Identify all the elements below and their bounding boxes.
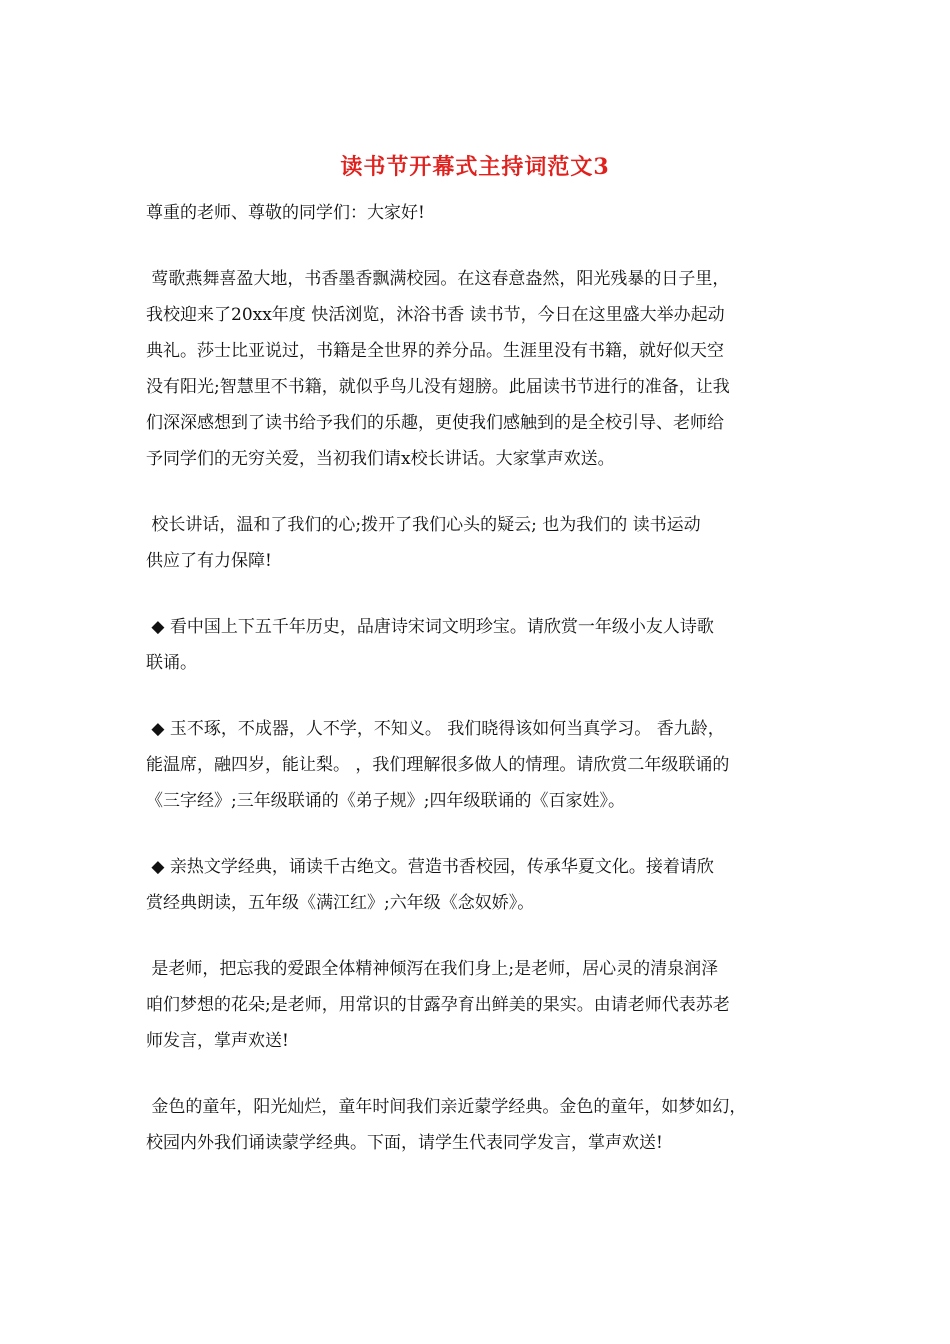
paragraph-grade-one (146, 609, 826, 681)
paragraph-gap (146, 231, 826, 261)
paragraph-line: 联诵。 (146, 653, 197, 673)
paragraph-gap (146, 1059, 826, 1089)
paragraph-line: ◆ 玉不琢，不成器，人不学，不知义。 我们晓得该如何当真学习。 香九龄， (146, 719, 725, 739)
paragraph-line: 师发言，掌声欢送! (146, 1031, 289, 1051)
paragraph-gap (146, 921, 826, 951)
paragraph-line: 我校迎来了20xx年度 快活浏览，沐浴书香 读书节，今日在这里盛大举办起动 (146, 305, 725, 325)
paragraph-gap (146, 819, 826, 849)
paragraph-grades-five-six (146, 849, 826, 921)
greeting-line: 尊重的老师、尊敬的同学们：大家好! (146, 203, 425, 223)
paragraph-gap (146, 477, 826, 507)
paragraph-student (146, 1089, 826, 1161)
paragraph-teacher (146, 951, 826, 1059)
paragraph-line: 能温席，融四岁，能让梨。 ，我们理解很多做人的情理。请欣赏二年级联诵的 (146, 755, 730, 775)
paragraph-line: 校园内外我们诵读蒙学经典。下面，请学生代表同学发言，掌声欢送! (146, 1133, 663, 1153)
document-body (146, 195, 826, 1161)
paragraph-grades-two-to-four (146, 711, 826, 819)
paragraph-line: 赏经典朗读，五年级《满江红》;六年级《念奴娇》。 (146, 893, 535, 913)
paragraph-gap (146, 579, 826, 609)
paragraph-line: 予同学们的无穷关爱，当初我们请x校长讲话。大家掌声欢送。 (146, 449, 615, 469)
paragraph-line: 《三字经》;三年级联诵的《弟子规》;四年级联诵的《百家姓》。 (146, 791, 625, 811)
paragraph-line: 校长讲话，温和了我们的心;拨开了我们心头的疑云; 也为我们的 读书运动 (146, 515, 701, 535)
paragraph-opening (146, 261, 826, 477)
paragraph-line: 们深深感想到了读书给予我们的乐趣，更使我们感触到的是全校引导、老师给 (146, 413, 724, 433)
paragraph-principal (146, 507, 826, 579)
paragraph-line: 金色的童年，阳光灿烂，童年时间我们亲近蒙学经典。金色的童年，如梦如幻， (146, 1097, 747, 1117)
paragraph-line: 咱们梦想的花朵;是老师，用常识的甘露孕育出鲜美的果实。由请老师代表苏老 (146, 995, 730, 1015)
paragraph-gap (146, 681, 826, 711)
paragraph-line: ◆ 亲热文学经典，诵读千古绝文。营造书香校园，传承华夏文化。接着请欣 (146, 857, 714, 877)
paragraph-line: ◆ 看中国上下五千年历史，品唐诗宋词文明珍宝。请欣赏一年级小友人诗歌 (146, 617, 714, 637)
paragraph-line: 典礼。莎士比亚说过，书籍是全世界的养分品。生涯里没有书籍，就好似天空 (146, 341, 724, 361)
paragraph-line: 供应了有力保障! (146, 551, 272, 571)
paragraph-line: 莺歌燕舞喜盈大地，书香墨香飘满校园。在这春意盎然，阳光残暴的日子里， (146, 269, 730, 289)
paragraph-line: 是老师，把忘我的爱跟全体精神倾泻在我们身上;是老师，居心灵的清泉润泽 (146, 959, 719, 979)
paragraph-line: 没有阳光;智慧里不书籍，就似乎鸟儿没有翅膀。此届读书节进行的准备，让我 (146, 377, 730, 397)
document-title: 读书节开幕式主持词范文3 (340, 154, 610, 180)
